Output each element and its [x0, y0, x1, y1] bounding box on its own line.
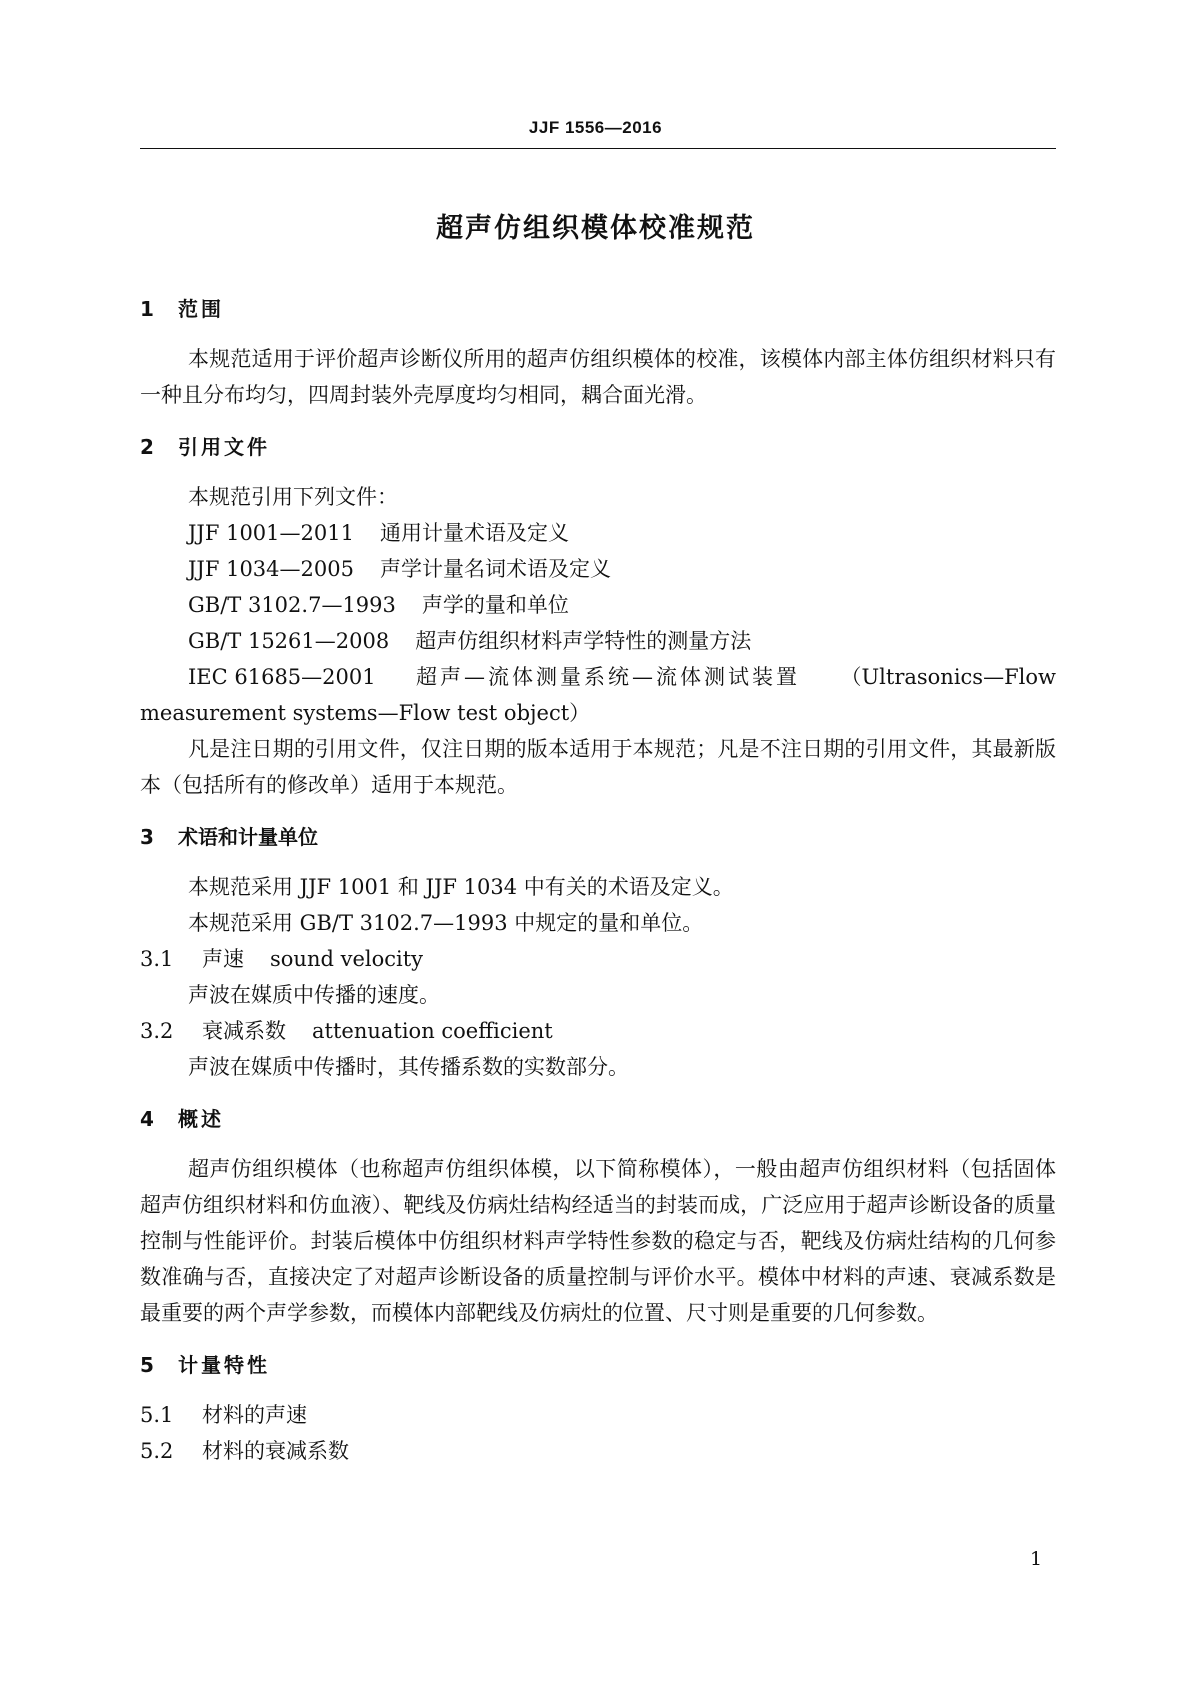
reference-code: IEC 61685—2001 [188, 665, 376, 689]
reference-item [140, 551, 1056, 587]
term-definition: 声波在媒质中传播的速度。 [188, 983, 440, 1007]
section-number: 1 [140, 297, 154, 321]
reference-code: GB/T 15261—2008 [188, 629, 390, 653]
section-number: 2 [140, 435, 154, 459]
section-4-paragraph: 超声仿组织模体（也称超声仿组织体模，以下简称模体），一般由超声仿组织材料（包括固体超声仿组织材料和仿血液）、靶线及仿病灶结构经适当的封装而成，广泛应用于超声诊断设备的质量控制与性能评价。封装后模体中仿组织材料声学特性参数的稳定与否，靶线及仿病灶结构的几何参数准确与否，直接决定了对超声诊断设备的质量控制与评价水平。模体中材料的声速、衰减系数是最重要的两个声学参数，而模体内部靶线及仿病灶的位置、尺寸则是重要的几何参数。 [140, 1157, 1056, 1325]
section-title: 概述 [178, 1107, 224, 1131]
term-heading [140, 941, 1056, 977]
section-4-heading [140, 1105, 1056, 1133]
document-title: 超声仿组织模体校准规范 [436, 213, 755, 244]
term-name: 衰减系数 [202, 1019, 286, 1043]
term-number: 3.2 [140, 1019, 174, 1043]
terms-line-1: 本规范采用 JJF 1001 和 JJF 1034 中有关的术语及定义。 [188, 875, 734, 899]
characteristic-name: 材料的声速 [202, 1403, 307, 1427]
term-number: 3.1 [140, 947, 174, 971]
term-name: 声速 [202, 947, 244, 971]
term-english: attenuation coefficient [312, 1019, 553, 1043]
section-title: 术语和计量单位 [178, 825, 318, 849]
characteristic-name: 材料的衰减系数 [202, 1439, 349, 1463]
section-number: 3 [140, 825, 154, 849]
characteristic-item [140, 1397, 1056, 1433]
section-1-heading [140, 295, 1056, 323]
characteristic-number: 5.1 [140, 1403, 174, 1427]
section-2-heading [140, 433, 1056, 461]
reference-title: 声学计量名词术语及定义 [379, 557, 611, 581]
section-title: 范围 [178, 297, 224, 321]
reference-title: 超声—流体测量系统—流体测试装置 [416, 665, 801, 689]
references-note: 凡是注日期的引用文件，仅注日期的版本适用于本规范；凡是不注日期的引用文件，其最新版本（包括所有的修改单）适用于本规范。 [140, 737, 1056, 797]
references-intro: 本规范引用下列文件： [188, 485, 398, 509]
reference-title-en: （Ultrasonics—Flow [840, 665, 1056, 689]
terms-line-2: 本规范采用 GB/T 3102.7—1993 中规定的量和单位。 [188, 911, 704, 935]
characteristic-item [140, 1433, 1056, 1469]
document-code: JJF 1556—2016 [528, 118, 663, 137]
reference-title: 通用计量术语及定义 [379, 521, 569, 545]
section-5-heading [140, 1351, 1056, 1379]
section-title: 计量特性 [178, 1353, 270, 1377]
reference-code: GB/T 3102.7—1993 [188, 593, 396, 617]
reference-title: 声学的量和单位 [421, 593, 569, 617]
header-rule [140, 148, 1056, 149]
page-number: 1 [1030, 1548, 1043, 1570]
term-heading [140, 1013, 1056, 1049]
term-english: sound velocity [270, 947, 424, 971]
term-definition: 声波在媒质中传播时，其传播系数的实数部分。 [188, 1055, 629, 1079]
reference-item [140, 587, 1056, 623]
reference-code: JJF 1001—2011 [188, 521, 354, 545]
reference-item-iec [140, 659, 1056, 695]
section-3-heading [140, 823, 1056, 851]
reference-item [140, 623, 1056, 659]
reference-title: 超声仿组织材料声学特性的测量方法 [415, 629, 752, 653]
document-body [140, 295, 1056, 1469]
section-title: 引用文件 [178, 435, 270, 459]
reference-item [140, 515, 1056, 551]
reference-code: JJF 1034—2005 [188, 557, 354, 581]
section-number: 4 [140, 1107, 154, 1131]
section-1-paragraph: 本规范适用于评价超声诊断仪所用的超声仿组织模体的校准，该模体内部主体仿组织材料只有一种且分布均匀，四周封装外壳厚度均匀相同，耦合面光滑。 [140, 347, 1056, 407]
section-number: 5 [140, 1353, 154, 1377]
characteristic-number: 5.2 [140, 1439, 174, 1463]
reference-title-en-continued: measurement systems—Flow test object） [140, 701, 591, 725]
